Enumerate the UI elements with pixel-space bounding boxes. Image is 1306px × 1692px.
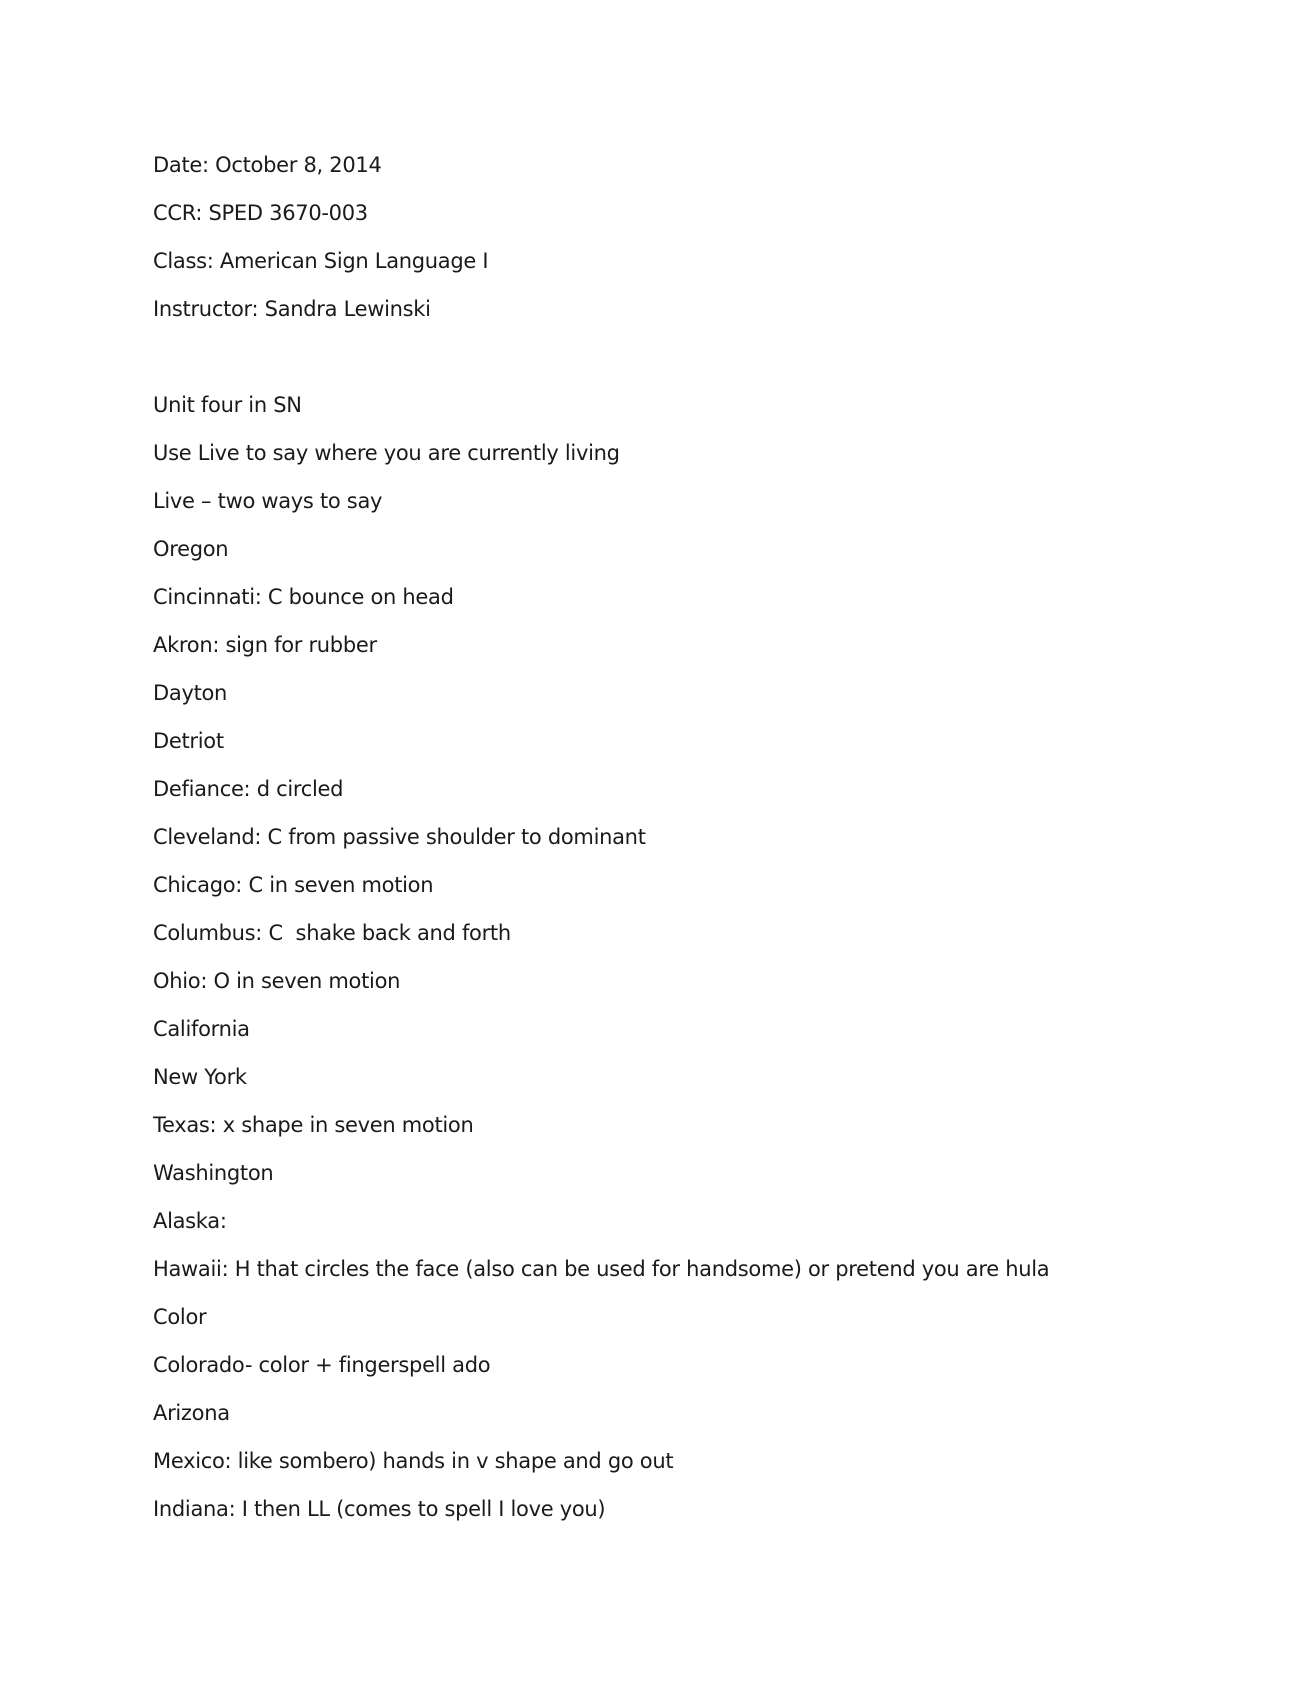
note-line: Arizona (153, 1401, 230, 1425)
note-line: Ohio: O in seven motion (153, 969, 401, 993)
note-line: Alaska: (153, 1209, 227, 1233)
note-line: Use Live to say where you are currently living (153, 441, 620, 465)
note-line: Hawaii: H that circles the face (also can be used for handsome) or pretend you are hula (153, 1257, 1050, 1281)
note-line: Washington (153, 1161, 274, 1185)
note-line: Color (153, 1305, 207, 1329)
header-class: Class: American Sign Language I (153, 249, 489, 273)
document-body (153, 150, 1233, 1542)
note-line: Cincinnati: C bounce on head (153, 585, 454, 609)
note-line: Columbus: C shake back and forth (153, 921, 511, 945)
note-line: Indiana: I then LL (comes to spell I love you) (153, 1497, 606, 1521)
note-line: Live – two ways to say (153, 489, 383, 513)
section-spacer (153, 342, 1233, 390)
note-line: Detriot (153, 729, 224, 753)
header-ccr: CCR: SPED 3670-003 (153, 201, 368, 225)
note-line: Dayton (153, 681, 228, 705)
note-line: California (153, 1017, 250, 1041)
note-line: Colorado- color + fingerspell ado (153, 1353, 491, 1377)
header-instructor: Instructor: Sandra Lewinski (153, 297, 431, 321)
header-date: Date: October 8, 2014 (153, 153, 382, 177)
note-line: Unit four in SN (153, 393, 302, 417)
note-line: Akron: sign for rubber (153, 633, 377, 657)
note-line: Chicago: C in seven motion (153, 873, 434, 897)
note-line: Cleveland: C from passive shoulder to dominant (153, 825, 646, 849)
note-line: Texas: x shape in seven motion (153, 1113, 474, 1137)
note-line: Mexico: like sombero) hands in v shape and go out (153, 1449, 674, 1473)
note-line: Oregon (153, 537, 229, 561)
note-line: New York (153, 1065, 247, 1089)
note-line: Defiance: d circled (153, 777, 344, 801)
